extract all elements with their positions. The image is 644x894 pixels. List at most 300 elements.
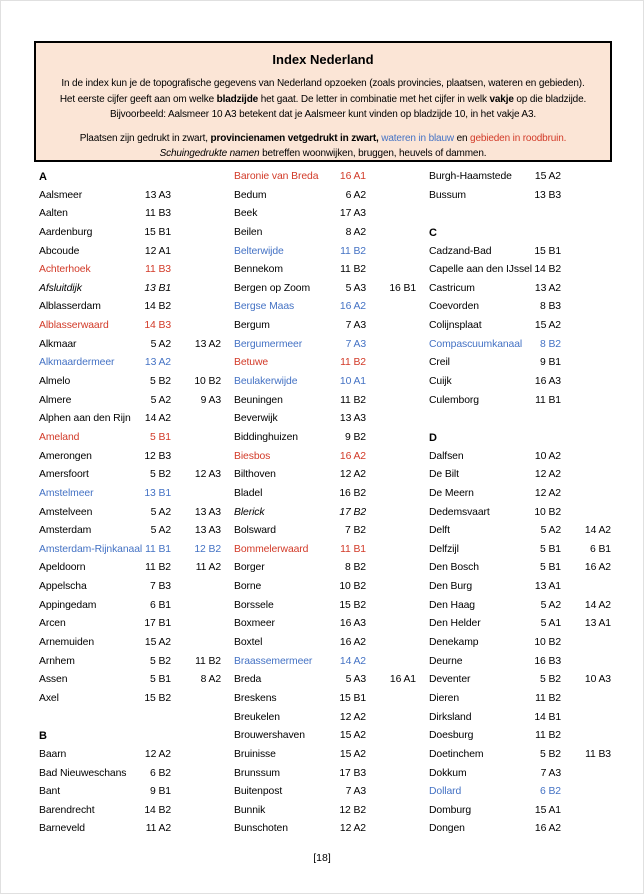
entry-ref-1: 12 B3 [144, 450, 171, 462]
index-entry [429, 336, 613, 355]
index-entry [429, 783, 613, 802]
index-entry [234, 429, 418, 448]
entry-ref-1: 17 B3 [339, 767, 366, 779]
entry-ref-1: 13 A3 [339, 413, 366, 425]
text-segment: Bijvoorbeeld: Aalsmeer 10 A3 betekent dat je Aalsmeer kunt vinden op bladzijde 10, in het vakje A3. [110, 109, 536, 120]
index-entry [234, 336, 418, 355]
index-entry [39, 243, 223, 262]
entry-name: Almelo [39, 376, 71, 388]
entry-name: Biddinghuizen [234, 431, 298, 443]
index-entry [39, 354, 223, 373]
entry-name: Braassemermeer [234, 655, 313, 667]
entry-name: Borne [234, 581, 262, 593]
entry-ref-1: 15 A2 [144, 637, 171, 649]
text-segment-bold: provincienamen vetgedrukt in zwart, [210, 132, 379, 144]
entry-name: Cuijk [429, 376, 452, 388]
entry-ref-1: 14 B2 [144, 301, 171, 313]
entry-ref-1: 11 B1 [340, 543, 366, 555]
entry-ref-2: 11 A2 [195, 562, 221, 574]
entry-ref-1: 16 A2 [339, 301, 366, 313]
index-entry [234, 522, 418, 541]
index-entry [429, 597, 613, 616]
index-entry [234, 298, 418, 317]
entry-ref-1: 11 B2 [340, 264, 366, 276]
entry-ref-1: 15 B1 [144, 226, 171, 238]
entry-name: Aalsmeer [39, 189, 83, 201]
entry-ref-1: 13 B1 [144, 282, 171, 294]
index-entry [429, 354, 613, 373]
entry-name: Brouwershaven [234, 730, 305, 742]
entry-name: Achterhoek [39, 264, 91, 276]
entry-ref-2: 6 B1 [590, 543, 611, 555]
entry-ref-1: 12 A2 [339, 823, 366, 835]
entry-name: Beilen [234, 226, 263, 238]
index-entry [429, 466, 613, 485]
entry-name: Axel [39, 692, 59, 704]
index-entry [234, 765, 418, 784]
entry-name: Dalfsen [429, 450, 464, 462]
entry-ref-1: 11 B2 [340, 357, 366, 369]
entry-name: Den Bosch [429, 562, 479, 574]
index-entry [234, 280, 418, 299]
entry-ref-1: 5 A2 [150, 338, 171, 350]
entry-ref-1: 5 B1 [540, 543, 561, 555]
entry-name: Delft [429, 525, 450, 537]
entry-name: Ameland [39, 431, 80, 443]
entry-name: Baarn [39, 748, 67, 760]
entry-name: Colijnsplaat [429, 320, 482, 332]
entry-name: Bant [39, 786, 60, 798]
entry-ref-1: 15 B1 [339, 692, 366, 704]
index-entry [39, 615, 223, 634]
entry-ref-1: 11 B2 [340, 245, 366, 257]
index-entry [429, 504, 613, 523]
entry-name: Alblasserwaard [39, 320, 109, 332]
entry-name: Alphen aan den Rijn [39, 413, 131, 425]
entry-name: Amstelmeer [39, 487, 94, 499]
index-entry [39, 746, 223, 765]
entry-name: Barendrecht [39, 804, 95, 816]
index-entry [234, 615, 418, 634]
index-entry [234, 559, 418, 578]
entry-ref-1: 6 B1 [150, 599, 171, 611]
index-entry [234, 597, 418, 616]
entry-ref-1: 5 B2 [540, 674, 561, 686]
entry-name: Appingedam [39, 599, 97, 611]
entry-name: Dokkum [429, 767, 467, 779]
entry-ref-1: 12 A2 [339, 711, 366, 723]
entry-ref-2: 13 A2 [194, 338, 221, 350]
entry-ref-1: 14 A2 [144, 413, 171, 425]
entry-name: Breskens [234, 692, 277, 704]
index-entry [429, 522, 613, 541]
entry-ref-1: 12 B2 [339, 804, 366, 816]
entry-ref-1: 5 A3 [345, 282, 366, 294]
entry-name: Den Helder [429, 618, 481, 630]
entry-ref-1: 14 B1 [534, 711, 561, 723]
entry-ref-1: 15 B1 [534, 245, 561, 257]
index-entry [234, 168, 418, 187]
entry-name: Beulakerwijde [234, 376, 298, 388]
entry-name: Alkmaardermeer [39, 357, 115, 369]
entry-ref-1: 16 A2 [534, 823, 561, 835]
entry-ref-1: 16 A3 [339, 618, 366, 630]
entry-name: Burgh-Haamstede [429, 171, 512, 182]
entry-ref-1: 5 A2 [540, 525, 561, 537]
index-entry [429, 541, 613, 560]
blank-row [429, 205, 613, 224]
entry-name: Amerongen [39, 450, 92, 462]
entry-ref-1: 16 A2 [339, 450, 366, 462]
entry-ref-1: 5 A3 [345, 674, 366, 686]
entry-ref-1: 10 A1 [339, 376, 366, 388]
text-segment-bold: vakje [489, 93, 514, 105]
index-entry [39, 765, 223, 784]
index-entry [234, 466, 418, 485]
entry-ref-1: 6 A2 [345, 189, 366, 201]
index-entry [39, 783, 223, 802]
entry-name: Baronie van Breda [234, 171, 319, 182]
letter-label: C [429, 226, 437, 239]
index-entry [234, 783, 418, 802]
index-entry [39, 466, 223, 485]
entry-ref-1: 15 A2 [534, 171, 561, 182]
entry-name: Alkmaar [39, 338, 77, 350]
index-entry [39, 578, 223, 597]
entry-ref-1: 8 B2 [540, 338, 561, 350]
index-entry [234, 243, 418, 262]
entry-name: Dollard [429, 786, 462, 798]
index-entry [39, 261, 223, 280]
text-segment: In de index kun je de topografische gegevens van Nederland opzoeken (zoals provincies, plaatsen, wateren en gebieden). [61, 78, 585, 89]
index-entry [234, 653, 418, 672]
index-entry [39, 392, 223, 411]
index-entry [429, 671, 613, 690]
letter-heading [429, 224, 613, 243]
entry-ref-1: 5 A2 [150, 394, 171, 406]
entry-ref-1: 10 A2 [534, 450, 561, 462]
entry-ref-1: 13 A1 [534, 581, 561, 593]
entry-name: Blerick [234, 506, 265, 518]
entry-ref-1: 13 A2 [534, 282, 561, 294]
index-entry [39, 224, 223, 243]
index-entry [39, 522, 223, 541]
intro-line [42, 107, 604, 123]
entry-ref-1: 13 B3 [534, 189, 561, 201]
index-entry [429, 243, 613, 262]
entry-ref-1: 16 A3 [534, 376, 561, 388]
entry-name: Barneveld [39, 823, 85, 835]
entry-name: Boxtel [234, 637, 263, 649]
index-entry [234, 541, 418, 560]
index-entry [39, 690, 223, 709]
entry-name: Bommelerwaard [234, 543, 309, 555]
entry-name: Beverwijk [234, 413, 278, 425]
entry-name: Brunssum [234, 767, 280, 779]
entry-ref-1: 11 A2 [145, 823, 171, 835]
entry-ref-2: 10 A3 [584, 674, 611, 686]
entry-ref-1: 16 A1 [339, 171, 366, 182]
index-entry [39, 671, 223, 690]
index-entry [39, 559, 223, 578]
entry-ref-1: 7 B2 [345, 525, 366, 537]
entry-ref-1: 12 A2 [144, 748, 171, 760]
index-entry [39, 504, 223, 523]
index-entry [234, 448, 418, 467]
index-entry [234, 373, 418, 392]
entry-name: Borssele [234, 599, 274, 611]
entry-name: Creil [429, 357, 450, 369]
entry-ref-1: 13 A3 [144, 189, 171, 201]
entry-name: Deurne [429, 655, 463, 667]
entry-ref-2: 12 B2 [194, 543, 221, 555]
text-segment: het gaat. De letter in combinatie met het cijfer in welk [258, 93, 490, 105]
page-number: [18] [313, 852, 331, 864]
entry-ref-1: 7 A3 [540, 767, 561, 779]
index-entry [429, 317, 613, 336]
entry-ref-2: 10 B2 [194, 376, 221, 388]
entry-name: Alblasserdam [39, 301, 101, 313]
index-entry [39, 280, 223, 299]
index-entry [39, 448, 223, 467]
entry-name: Bergumermeer [234, 338, 303, 350]
entry-name: Amsterdam [39, 525, 92, 537]
intro-paragraphs [36, 76, 610, 162]
entry-ref-1: 16 B2 [339, 487, 366, 499]
entry-name: Aalten [39, 208, 68, 220]
entry-ref-1: 5 B2 [150, 469, 171, 481]
entry-name: Doetinchem [429, 748, 484, 760]
text-segment-blue: wateren in blauw [381, 132, 454, 144]
entry-ref-1: 11 B2 [145, 562, 171, 574]
index-entry [429, 261, 613, 280]
index-entry [234, 205, 418, 224]
text-segment: betreffen woonwijken, bruggen, heuvels of dammen. [259, 148, 487, 159]
index-entry [39, 653, 223, 672]
entry-name: Amsterdam-Rijnkanaal [39, 543, 143, 555]
entry-name: Afsluitdijk [39, 282, 82, 294]
entry-ref-1: 5 B1 [150, 674, 171, 686]
entry-ref-1: 5 B1 [540, 562, 561, 574]
entry-ref-1: 14 B3 [144, 320, 171, 332]
index-entry [234, 671, 418, 690]
index-entry [39, 634, 223, 653]
index-entry [39, 597, 223, 616]
entry-name: Deventer [429, 674, 471, 686]
entry-name: Assen [39, 674, 68, 686]
entry-name: Arnemuiden [39, 637, 95, 649]
index-entry [234, 485, 418, 504]
entry-name: Capelle aan den IJssel [429, 264, 532, 276]
entry-ref-1: 16 A2 [339, 637, 366, 649]
text-segment: en [453, 132, 471, 144]
entry-ref-2: 16 B1 [389, 282, 416, 294]
entry-ref-2: 11 B3 [585, 748, 611, 760]
intro-line [42, 146, 604, 162]
entry-ref-1: 7 A3 [345, 338, 366, 350]
entry-ref-2: 12 A3 [194, 469, 221, 481]
entry-name: Dieren [429, 692, 460, 704]
entry-name: Dedemsvaart [429, 506, 490, 518]
index-entry [429, 559, 613, 578]
entry-ref-1: 11 B1 [535, 394, 561, 406]
entry-ref-1: 9 B2 [345, 431, 366, 443]
entry-name: Bennekom [234, 264, 283, 276]
entry-ref-1: 5 A2 [150, 506, 171, 518]
index-entry [234, 802, 418, 821]
index-entry [429, 653, 613, 672]
entry-name: Betuwe [234, 357, 269, 369]
entry-name: Abcoude [39, 245, 80, 257]
entry-ref-1: 10 B2 [339, 581, 366, 593]
entry-name: Dirksland [429, 711, 472, 723]
index-entry [234, 187, 418, 206]
entry-name: Biesbos [234, 450, 271, 462]
entry-ref-2: 13 A1 [584, 618, 611, 630]
intro-paragraph [36, 76, 610, 123]
index-entry [429, 690, 613, 709]
entry-ref-1: 11 B2 [535, 730, 561, 742]
text-segment: op die bladzijde. [513, 93, 587, 105]
entry-name: Breda [234, 674, 262, 686]
index-intro-box [34, 41, 612, 162]
index-entry [39, 410, 223, 429]
entry-name: De Bilt [429, 469, 459, 481]
entry-name: Culemborg [429, 394, 479, 406]
text-segment-italic: Schuingedrukte namen [159, 148, 260, 159]
entry-ref-1: 13 B1 [144, 487, 171, 499]
index-entry [429, 820, 613, 839]
intro-line [42, 131, 604, 147]
entry-name: Bilthoven [234, 469, 276, 481]
index-entry [429, 168, 613, 187]
index-entry [234, 504, 418, 523]
entry-name: Bussum [429, 189, 466, 201]
index-entry [429, 373, 613, 392]
entry-ref-1: 14 A2 [339, 655, 366, 667]
entry-ref-1: 7 B3 [150, 581, 171, 593]
entry-name: Bergen op Zoom [234, 282, 310, 294]
index-entry [234, 727, 418, 746]
index-entry [234, 410, 418, 429]
index-entry [429, 485, 613, 504]
letter-label: D [429, 431, 437, 444]
entry-ref-1: 5 B1 [150, 431, 171, 443]
entry-ref-2: 13 A3 [194, 525, 221, 537]
entry-ref-1: 12 A2 [534, 469, 561, 481]
index-entry [429, 578, 613, 597]
entry-name: Delfzijl [429, 543, 459, 555]
index-column [39, 168, 223, 839]
entry-name: Dongen [429, 823, 465, 835]
entry-ref-2: 14 A2 [584, 525, 611, 537]
index-entry [39, 429, 223, 448]
index-entry [39, 485, 223, 504]
index-columns [39, 168, 613, 839]
entry-ref-1: 10 B2 [534, 637, 561, 649]
entry-ref-1: 11 B2 [535, 692, 561, 704]
index-entry [429, 448, 613, 467]
index-entry [39, 298, 223, 317]
entry-ref-1: 14 B2 [534, 264, 561, 276]
index-entry [429, 727, 613, 746]
entry-ref-1: 15 A2 [339, 748, 366, 760]
index-entry [234, 690, 418, 709]
index-entry [234, 261, 418, 280]
entry-ref-1: 9 B1 [540, 357, 561, 369]
entry-name: Castricum [429, 282, 475, 294]
entry-ref-1: 16 B3 [534, 655, 561, 667]
entry-ref-1: 15 B2 [144, 692, 171, 704]
index-column [234, 168, 418, 839]
index-entry [234, 224, 418, 243]
index-entry [429, 746, 613, 765]
entry-name: Bunschoten [234, 823, 288, 835]
text-segment-red: gebieden in roodbruin. [470, 132, 567, 144]
intro-line [42, 76, 604, 92]
entry-ref-1: 5 B2 [150, 655, 171, 667]
letter-label: A [39, 171, 47, 183]
index-entry [234, 820, 418, 839]
index-entry [429, 634, 613, 653]
entry-name: Bedum [234, 189, 267, 201]
entry-name: Boxmeer [234, 618, 275, 630]
entry-ref-1: 7 A3 [345, 320, 366, 332]
entry-ref-2: 13 A3 [194, 506, 221, 518]
letter-label: B [39, 730, 47, 743]
index-column [429, 168, 613, 839]
entry-name: Beek [234, 208, 258, 220]
index-entry [429, 187, 613, 206]
entry-name: Almere [39, 394, 72, 406]
text-segment-bold: bladzijde [216, 93, 259, 105]
index-entry [234, 392, 418, 411]
entry-ref-1: 12 A2 [339, 469, 366, 481]
entry-name: Arnhem [39, 655, 75, 667]
index-entry [39, 317, 223, 336]
entry-name: Amersfoort [39, 469, 89, 481]
letter-heading [39, 727, 223, 746]
entry-ref-1: 12 A2 [534, 487, 561, 499]
intro-line [42, 92, 604, 108]
entry-name: Compascuumkanaal [429, 338, 523, 350]
entry-name: Domburg [429, 804, 472, 816]
entry-name: Bergse Maas [234, 301, 295, 313]
entry-ref-1: 17 B1 [144, 618, 171, 630]
entry-ref-1: 15 B2 [339, 599, 366, 611]
entry-ref-2: 16 A2 [584, 562, 611, 574]
entry-ref-1: 5 B2 [540, 748, 561, 760]
entry-name: Cadzand-Bad [429, 245, 492, 257]
text-segment: Plaatsen zijn gedrukt in zwart, [79, 132, 211, 144]
index-entry [234, 578, 418, 597]
entry-name: Beuningen [234, 394, 283, 406]
entry-ref-1: 11 B1 [145, 543, 171, 555]
entry-ref-1: 9 B1 [150, 786, 171, 798]
entry-ref-1: 12 A1 [144, 245, 171, 257]
entry-name: Den Haag [429, 599, 475, 611]
entry-name: Coevorden [429, 301, 479, 313]
entry-name: Arcen [39, 618, 66, 630]
index-entry [429, 298, 613, 317]
entry-ref-1: 11 B2 [340, 394, 366, 406]
index-entry [39, 802, 223, 821]
entry-ref-1: 8 B3 [540, 301, 561, 313]
entry-ref-1: 15 A1 [534, 804, 561, 816]
entry-name: Buitenpost [234, 786, 283, 798]
entry-ref-1: 11 B3 [145, 264, 171, 276]
index-entry [429, 709, 613, 728]
